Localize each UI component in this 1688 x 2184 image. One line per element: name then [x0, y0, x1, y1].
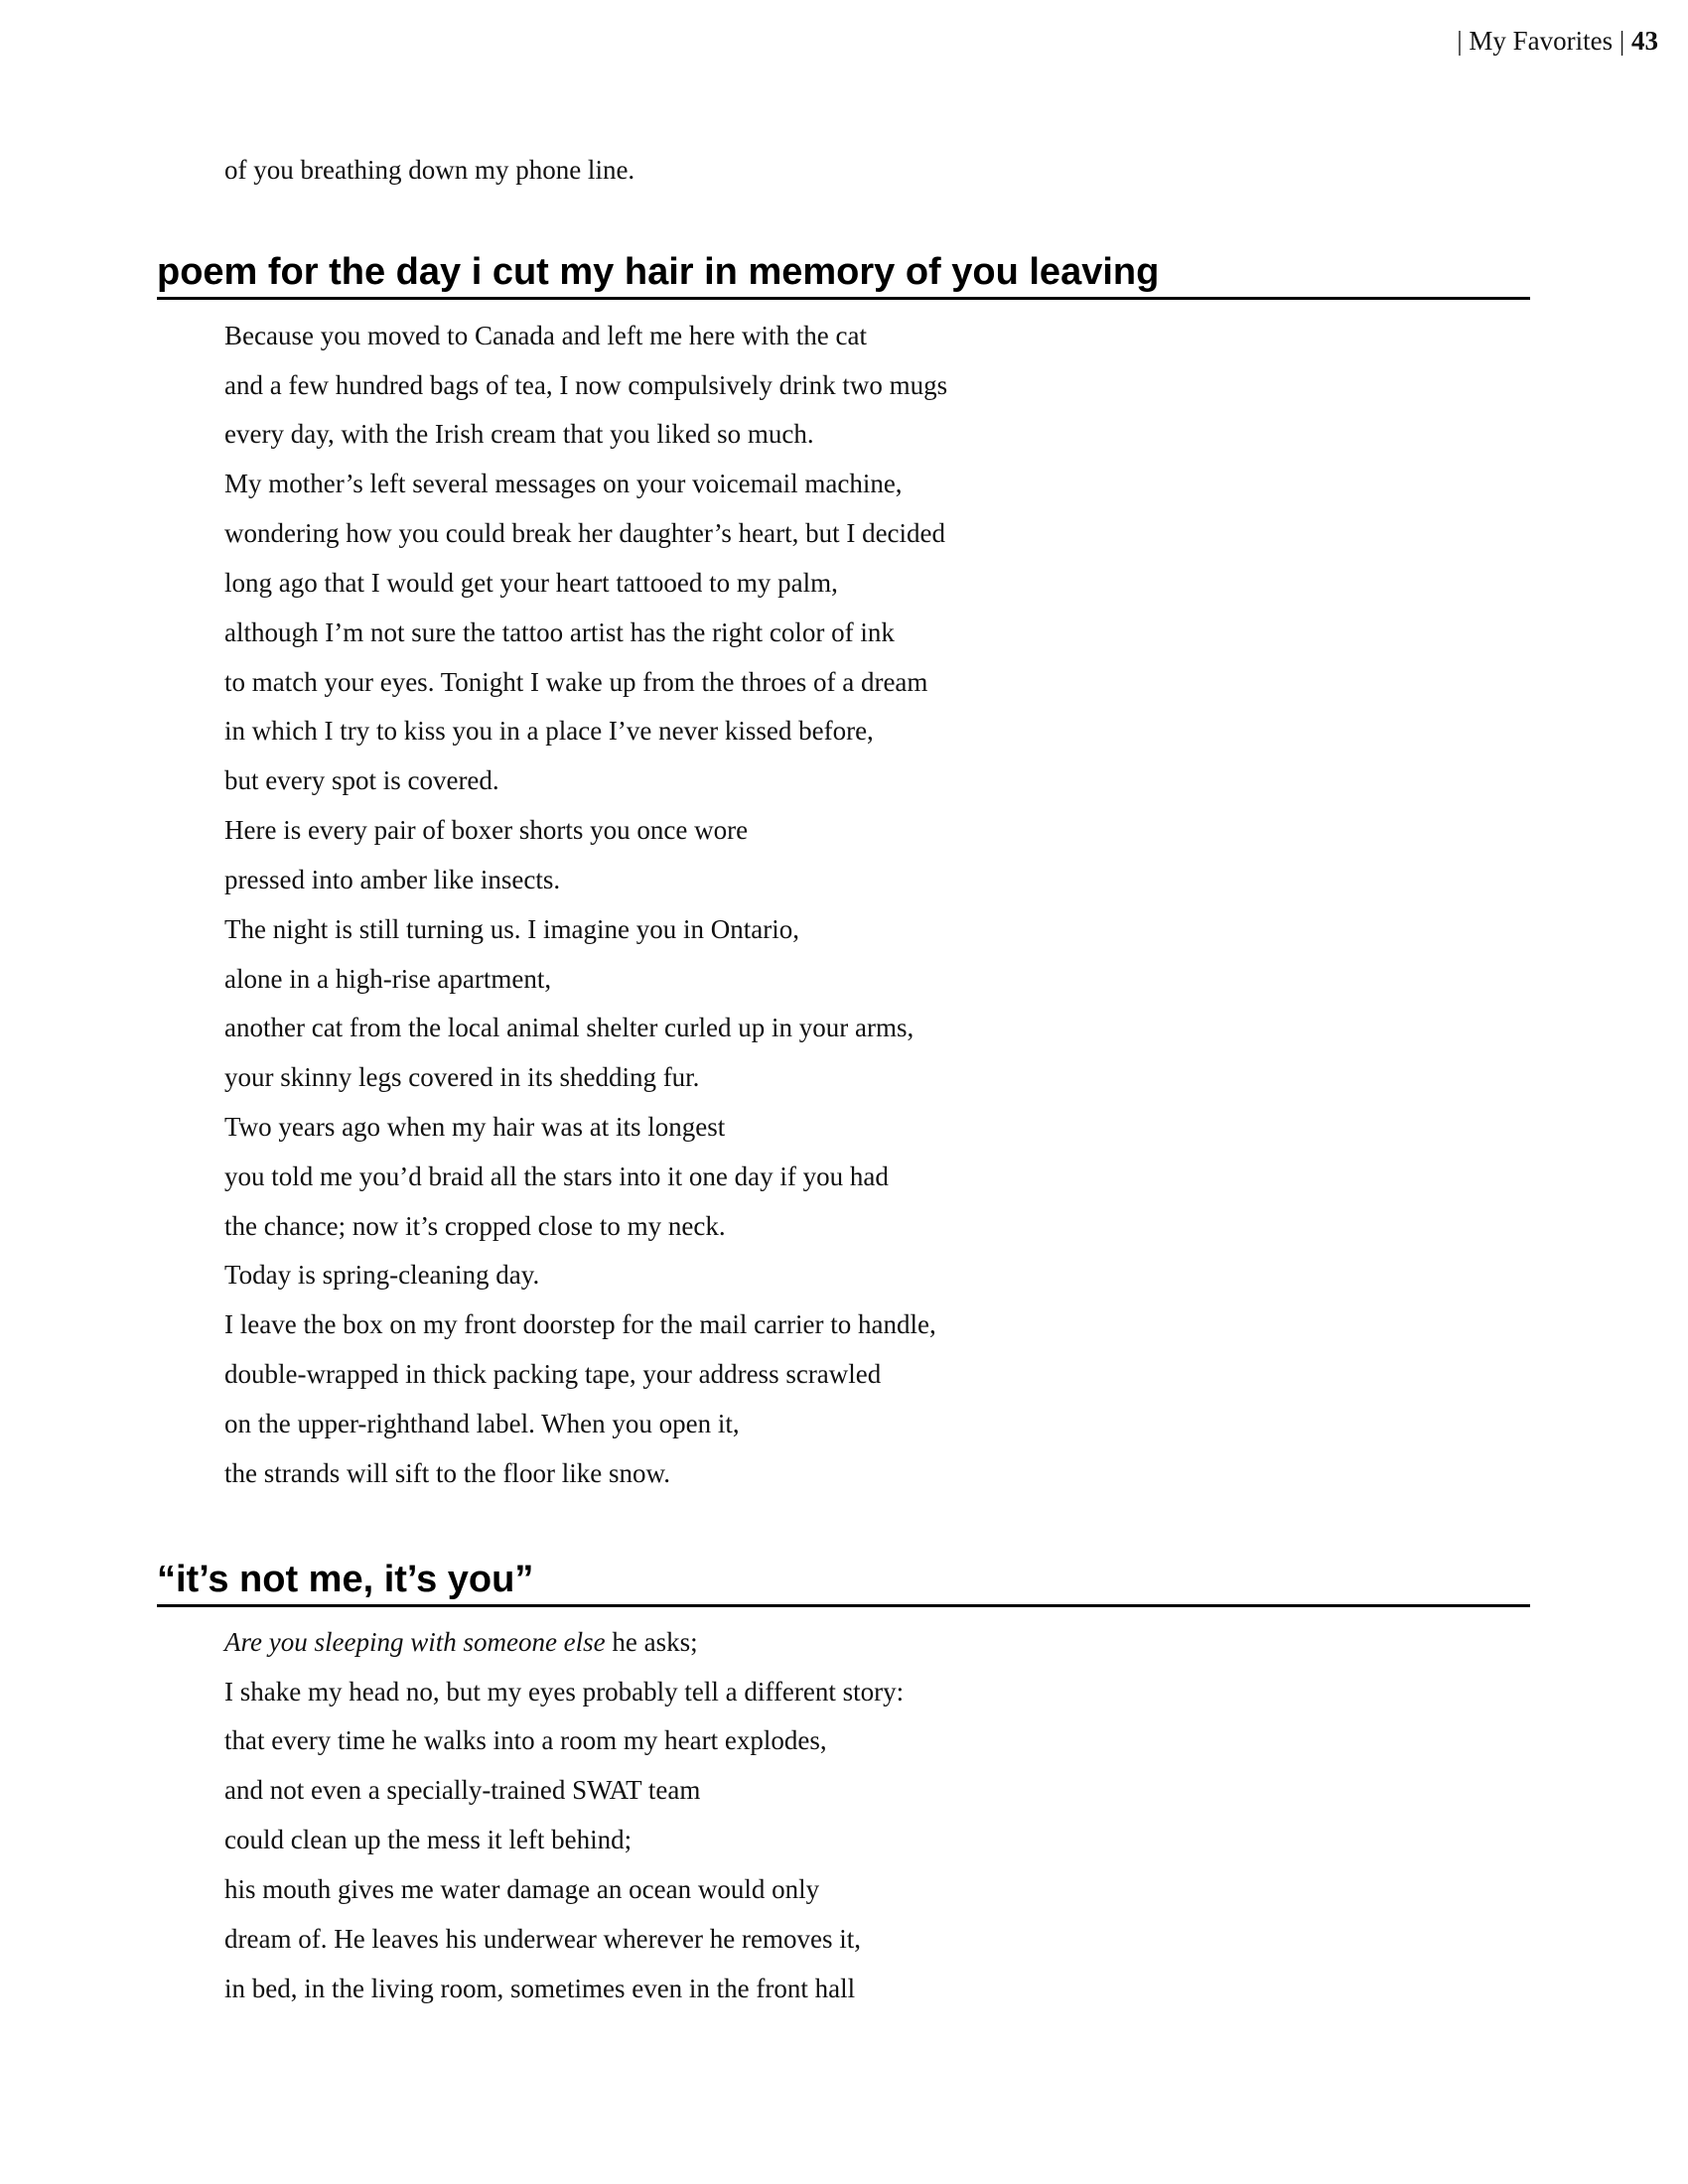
poem-line: every day, with the Irish cream that you liked so much.	[224, 419, 814, 449]
poem-line: long ago that I would get your heart tattooed to my palm,	[224, 568, 838, 598]
poem-line: double-wrapped in thick packing tape, your address scrawled	[224, 1359, 882, 1389]
section-label: | My Favorites |	[1457, 26, 1625, 56]
poem-title: poem for the day i cut my hair in memory of you leaving	[157, 249, 1530, 300]
poem-line: and not even a specially-trained SWAT team	[224, 1775, 701, 1805]
poem-line: in bed, in the living room, sometimes even in the front hall	[224, 1974, 856, 2003]
poem-line: your skinny legs covered in its shedding fur.	[224, 1062, 700, 1092]
poem-line: the chance; now it’s cropped close to my neck.	[224, 1211, 726, 1241]
poem-line: I leave the box on my front doorstep for the mail carrier to handle,	[224, 1309, 936, 1339]
poem-line: My mother’s left several messages on your voicemail machine,	[224, 469, 903, 498]
poem-title: “it’s not me, it’s you”	[157, 1557, 1530, 1607]
poem-line: but every spot is covered.	[224, 765, 499, 795]
poem-line: you told me you’d braid all the stars into it one day if you had	[224, 1161, 889, 1191]
poem-line: alone in a high-rise apartment,	[224, 964, 552, 994]
poem-line: another cat from the local animal shelter curled up in your arms,	[224, 1013, 914, 1042]
poem-line: dream of. He leaves his underwear wherever he removes it,	[224, 1924, 861, 1954]
poem-line	[224, 1626, 698, 1658]
poem-line: I shake my head no, but my eyes probably tell a different story:	[224, 1677, 905, 1706]
poem-line: Because you moved to Canada and left me here with the cat	[224, 321, 868, 350]
line-rest: he asks;	[605, 1627, 698, 1657]
poem-line: on the upper-righthand label. When you open it,	[224, 1409, 740, 1438]
poem-line: The night is still turning us. I imagine you in Ontario,	[224, 914, 799, 944]
poem-line: could clean up the mess it left behind;	[224, 1825, 633, 1854]
poem-line: Today is spring-cleaning day.	[224, 1260, 540, 1290]
poem-line: and a few hundred bags of tea, I now compulsively drink two mugs	[224, 370, 948, 400]
poem-line: although I’m not sure the tattoo artist has the right color of ink	[224, 617, 895, 647]
poem-line: wondering how you could break her daughter’s heart, but I decided	[224, 518, 946, 548]
poem-line: to match your eyes. Tonight I wake up from the throes of a dream	[224, 667, 928, 697]
poem-line: his mouth gives me water damage an ocean would only	[224, 1874, 820, 1904]
poem-line: pressed into amber like insects.	[224, 865, 561, 894]
poem-line: the strands will sift to the floor like snow.	[224, 1458, 670, 1488]
poem-line: that every time he walks into a room my heart explodes,	[224, 1725, 827, 1755]
poem-line: in which I try to kiss you in a place I’ve never kissed before,	[224, 716, 874, 746]
continued-line: of you breathing down my phone line.	[224, 155, 635, 185]
poem-line: Here is every pair of boxer shorts you once wore	[224, 815, 749, 845]
page-number: 43	[1631, 26, 1658, 56]
poem-line: Two years ago when my hair was at its longest	[224, 1112, 726, 1142]
italic-phrase: Are you sleeping with someone else	[224, 1627, 606, 1657]
running-head	[1457, 26, 1658, 57]
